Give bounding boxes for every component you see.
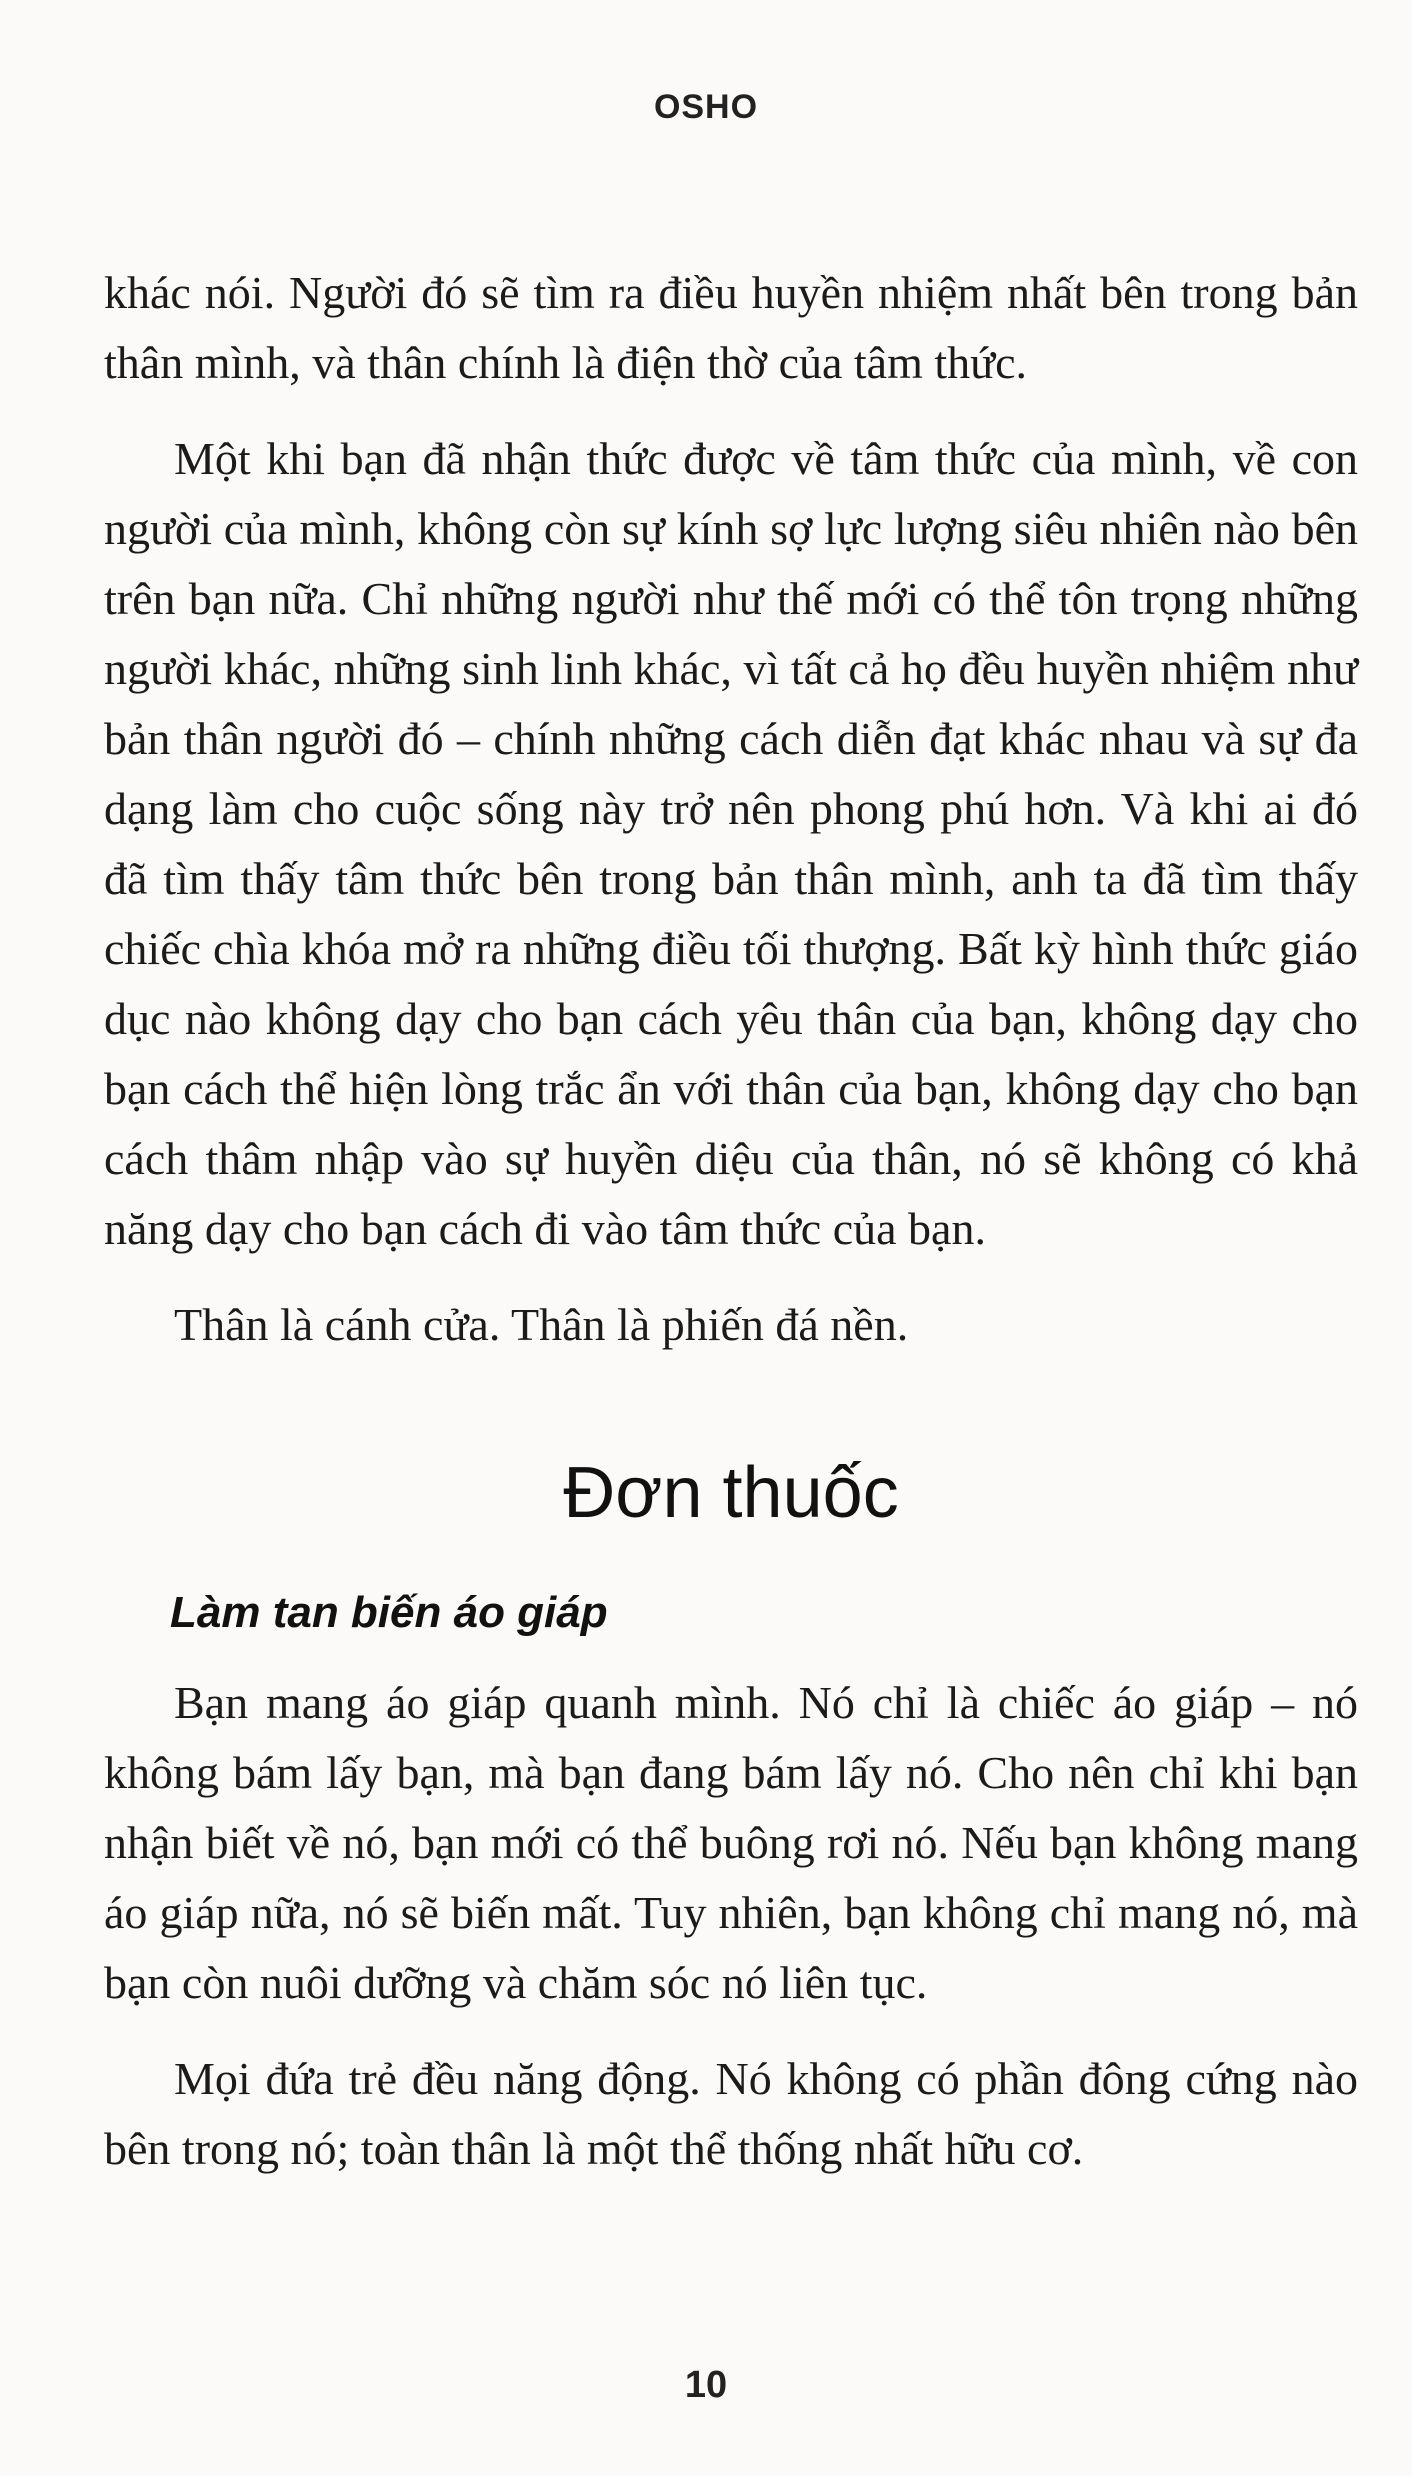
paragraph: Bạn mang áo giáp quanh mình. Nó chỉ là chiếc áo giáp – nó không bám lấy bạn, mà bạn đang bám lấy nó. Cho nên chỉ khi bạn nhận biết về nó, bạn mới có thể buông rơi nó. Nếu bạn không mang áo giáp nữa, nó sẽ biến mất. Tuy nhiên, bạn không chỉ mang nó, mà bạn còn nuôi dưỡng và chăm sóc nó liên tục.	[104, 1677, 1358, 2008]
subsection-title: Làm tan biến áo giáp	[170, 1588, 608, 1637]
page-number: 10	[684, 2364, 728, 2406]
paragraph: Thân là cánh cửa. Thân là phiến đá nền.	[174, 1299, 909, 1350]
paragraph-continued: khác nói. Người đó sẽ tìm ra điều huyền nhiệm nhất bên trong bản thân mình, và thân chính là điện thờ của tâm thức.	[104, 267, 1358, 388]
page-body	[104, 258, 1358, 2210]
paragraph: Một khi bạn đã nhận thức được về tâm thức của mình, về con người của mình, không còn sự kính sợ lực lượng siêu nhiên nào bên trên bạn nữa. Chỉ những người như thế mới có thể tôn trọng những người khác, những sinh linh khác, vì tất cả họ đều huyền nhiệm như bản thân người đó – chính những cách diễn đạt khác nhau và sự đa dạng làm cho cuộc sống này trở nên phong phú hơn. Và khi ai đó đã tìm thấy tâm thức bên trong bản thân mình, anh ta đã tìm thấy chiếc chìa khóa mở ra những điều tối thượng. Bất kỳ hình thức giáo dục nào không dạy cho bạn cách yêu thân của bạn, không dạy cho bạn cách thể hiện lòng trắc ẩn với thân của bạn, không dạy cho bạn cách thâm nhập vào sự huyền diệu của thân, nó sẽ không có khả năng dạy cho bạn cách đi vào tâm thức của bạn.	[104, 433, 1358, 1254]
paragraph: Mọi đứa trẻ đều năng động. Nó không có phần đông cứng nào bên trong nó; toàn thân là một thể thống nhất hữu cơ.	[104, 2053, 1358, 2174]
running-header: OSHO	[653, 88, 759, 126]
section-title: Đơn thuốc	[563, 1453, 899, 1533]
